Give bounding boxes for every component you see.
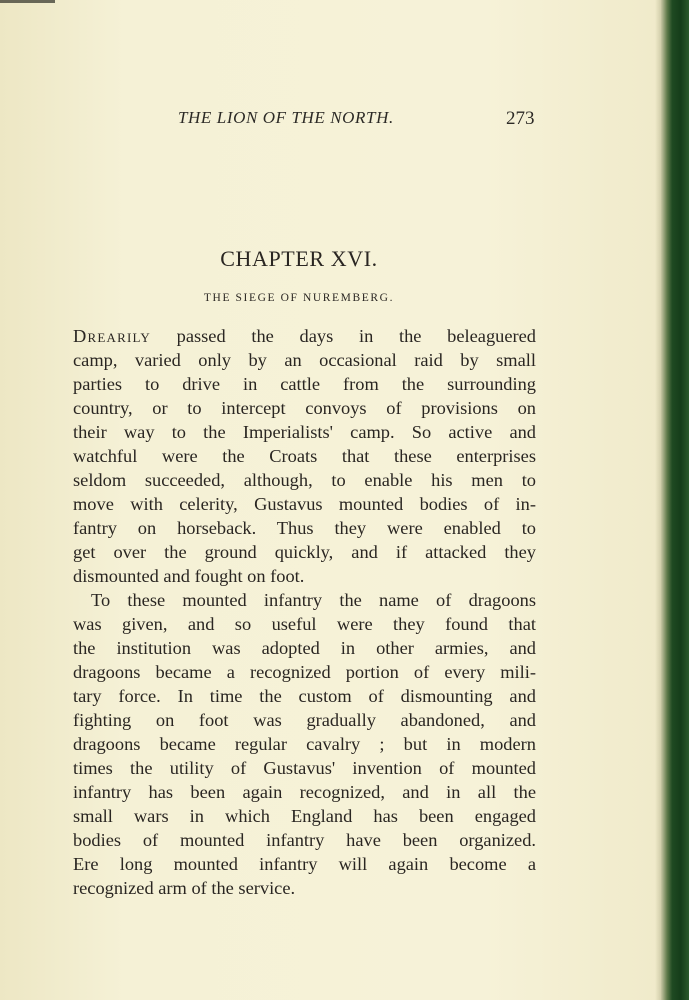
- paragraph-1-line: camp, varied only by an occasional raid by small: [73, 350, 536, 370]
- page-number: 273: [506, 108, 535, 129]
- paragraph-2-line: small wars in which England has been engaged: [73, 806, 536, 826]
- paragraph-1-line: watchful were the Croats that these enterprises: [73, 446, 536, 466]
- paragraph-1-line: country, or to intercept convoys of provisions on: [73, 398, 536, 418]
- paragraph-2-line: the institution was adopted in other armies, and: [73, 638, 536, 658]
- paragraph-2-line: To these mounted infantry the name of dragoons: [91, 590, 536, 610]
- paragraph-2-line: infantry has been again recognized, and in all the: [73, 782, 536, 802]
- paragraph-1-line-1: [73, 324, 536, 348]
- paragraph-1-line: move with celerity, Gustavus mounted bodies of in-: [73, 494, 536, 514]
- paragraph-2-line: dragoons became regular cavalry ; but in modern: [73, 734, 536, 754]
- paragraph-2-line: times the utility of Gustavus' invention of mounted: [73, 758, 536, 778]
- paragraph-2-line: fighting on foot was gradually abandoned, and: [73, 710, 536, 730]
- book-spine-edge: [661, 0, 689, 1000]
- running-title: THE LION OF THE NORTH.: [178, 108, 394, 127]
- paragraph-1-line-1-text: passed the days in the beleaguered: [150, 326, 536, 346]
- paragraph-2-line: was given, and so useful were they found that: [73, 614, 536, 634]
- paragraph-2-line: dragoons became a recognized portion of every mili-: [73, 662, 536, 682]
- page-edge-mark: [0, 0, 55, 3]
- running-head: [0, 108, 689, 136]
- paragraph-1-line: their way to the Imperialists' camp. So active and: [73, 422, 536, 442]
- chapter-subtitle: THE SIEGE OF NUREMBERG.: [203, 292, 395, 304]
- paragraph-2-line: recognized arm of the service.: [73, 878, 296, 898]
- paragraph-2-line: Ere long mounted infantry will again become a: [73, 854, 536, 874]
- chapter-title: CHAPTER XVI.: [220, 246, 378, 271]
- paragraph-lead-word: Drearily: [73, 326, 151, 346]
- body-text: [73, 324, 536, 900]
- paragraph-1-line: fantry on horseback. Thus they were enabled to: [73, 518, 536, 538]
- paragraph-1-line: dismounted and fought on foot.: [73, 566, 305, 586]
- paragraph-2-line: tary force. In time the custom of dismounting and: [73, 686, 536, 706]
- paragraph-2-line: bodies of mounted infantry have been organized.: [73, 830, 536, 850]
- paragraph-1-line: parties to drive in cattle from the surrounding: [73, 374, 536, 394]
- paragraph-1-line: seldom succeeded, although, to enable his men to: [73, 470, 536, 490]
- paragraph-1-line: get over the ground quickly, and if attacked they: [73, 542, 536, 562]
